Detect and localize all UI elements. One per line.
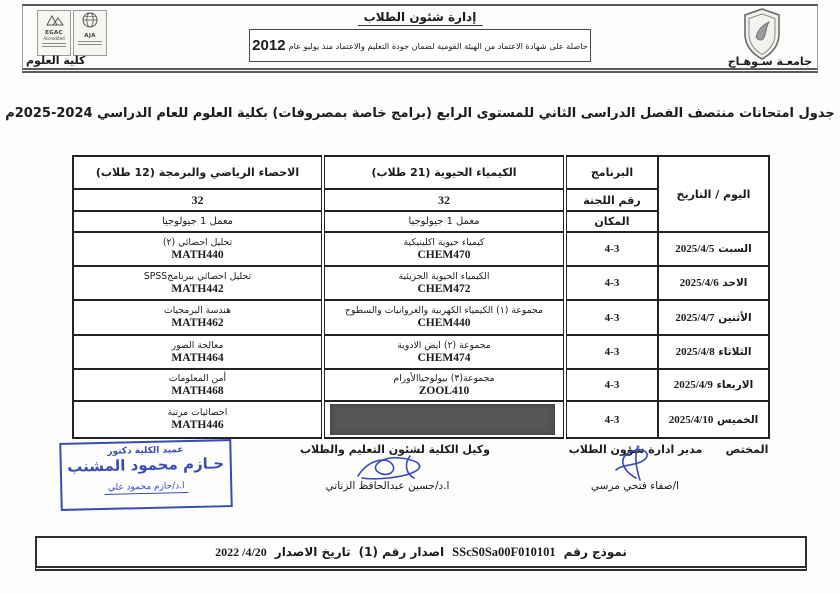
egac-label: EGAC [45, 30, 63, 36]
document-title: جدول امتحانات منتصف الفصل الدراسى الثاني للمستوى الرابع (برامج خاصة بمصروفات) بكلية العلوم للعام الدراسي 2024-2025م [5, 106, 835, 121]
egac-accreditation-logo [37, 10, 71, 56]
table-row-saturday [73, 232, 769, 266]
accreditation-text: حاصلة على شهادة الاعتماد من الهيئة القومية لضمان جودة التعليم والاعتماد منذ يوليو عام [288, 40, 588, 51]
dean-stamp [59, 439, 232, 511]
course-cell: معالجة الصور MATH464 [73, 335, 323, 369]
program-biochemistry-header: الكيمياء الحيوية (21 طلاب) [323, 156, 565, 189]
exam-schedule-table [72, 155, 770, 439]
day-date-cell: الأثنين 2025/4/7 [658, 300, 769, 335]
program-statistics-header: الاحصاء الرياضي والبرمجة (12 طلاب) [73, 156, 323, 189]
egac-fineprint-lines [42, 43, 66, 47]
course-cell: مجموعة (١) الكيمياء الكهربية والغروانيات والسطوح CHEM440 [323, 300, 565, 335]
issue-number: اصدار رقم (1) [358, 545, 445, 559]
aja-label: AJA [84, 33, 96, 39]
aja-fineprint-lines [78, 41, 102, 45]
director-label: مدير ادارة شؤون الطلاب [568, 443, 703, 456]
vice-dean-name: ا.د/حسين عبدالحافظ الزناتي [325, 480, 450, 492]
committee-number-cell: 32 [73, 189, 323, 211]
accreditation-year: 2012 [252, 37, 286, 54]
course-cell: تحليل احصائي ببرنامجSPSS MATH442 [73, 266, 323, 300]
form-number-label: نموذج رقم [563, 545, 627, 559]
mountains-icon [41, 14, 67, 26]
course-cell: أمن المعلومات MATH468 [73, 369, 323, 401]
vice-dean-label: وكيل الكلية لشئون التعليم والطلاب [300, 443, 490, 456]
table-row-monday [73, 300, 769, 335]
accreditation-box [249, 29, 591, 62]
document-header [22, 4, 818, 73]
time-cell: 4-3 [565, 300, 658, 335]
redacted-cell [323, 401, 565, 438]
place-label-cell: المكان [565, 211, 658, 232]
day-date-header-cell: اليوم / التاريخ [658, 156, 769, 232]
course-cell: احصائيات مرتبة MATH446 [73, 401, 323, 438]
specialist-label: المختص [725, 443, 769, 456]
course-cell: مجموعة(٣) بيولوجياالأورام ZOOL410 [323, 369, 565, 401]
day-date-cell: الخميس 2025/4/10 [658, 401, 769, 438]
issue-date-label: تاريخ الاصدار [274, 545, 351, 559]
university-name: جامعـة سـوهـاج [727, 55, 812, 68]
time-cell: 4-3 [565, 335, 658, 369]
department-title: إدارة شئون الطلاب [358, 10, 483, 26]
table-row [73, 156, 769, 189]
day-date-cell: السبت 2025/4/5 [658, 232, 769, 266]
shield-eagle-icon [741, 7, 783, 61]
committee-number-cell: 32 [323, 189, 565, 211]
day-date-cell: الاحد 2025/4/6 [658, 266, 769, 300]
table-row-tuesday [73, 335, 769, 369]
time-cell: 4-3 [565, 401, 658, 438]
table-row-thursday [73, 401, 769, 438]
aja-certification-logo [73, 10, 107, 56]
time-cell: 4-3 [565, 369, 658, 401]
stamp-dean-name: حـازم محمود المشنب [67, 454, 225, 476]
time-cell: 4-3 [565, 232, 658, 266]
course-cell: تحليل احصائي (٢) MATH440 [73, 232, 323, 266]
day-date-cell: الاربعاء 2025/4/9 [658, 369, 769, 401]
place-cell: معمل 1 جيولوجيا [323, 211, 565, 232]
form-number-bar [35, 536, 807, 571]
table-row-sunday [73, 266, 769, 300]
form-code: SScS0Sa00F010101 [452, 544, 556, 559]
day-date-cell: الثلاثاء 2025/4/8 [658, 335, 769, 369]
course-cell: كيمياء حيوية اكلينيكية CHEM470 [323, 232, 565, 266]
director-name: ا/صفاء فتحي مرسي [590, 480, 680, 492]
course-cell: هندسة البرمجيات MATH462 [73, 300, 323, 335]
issue-date: 4/20/ 2022 [215, 544, 267, 559]
redaction-block [330, 404, 555, 435]
stamp-title: عميد الكلية دكتور [107, 445, 184, 457]
time-cell: 4-3 [565, 266, 658, 300]
course-cell: الكيمياء الحيوية الجزيئية CHEM472 [323, 266, 565, 300]
egac-sublabel: Accredited [43, 36, 65, 41]
place-cell: معمل 1 جيولوجيا [73, 211, 323, 232]
globe-icon [80, 11, 100, 29]
faculty-name: كلية العلوم [26, 54, 86, 67]
program-header-cell: البرنامج [565, 156, 658, 189]
committee-label-cell: رقم اللجنة [565, 189, 658, 211]
course-cell: مجموعة (٢) ايض الادوية CHEM474 [323, 335, 565, 369]
stamp-handwritten-name: ا.د/حازم محمود علي [104, 481, 189, 495]
table-row-wednesday [73, 369, 769, 401]
